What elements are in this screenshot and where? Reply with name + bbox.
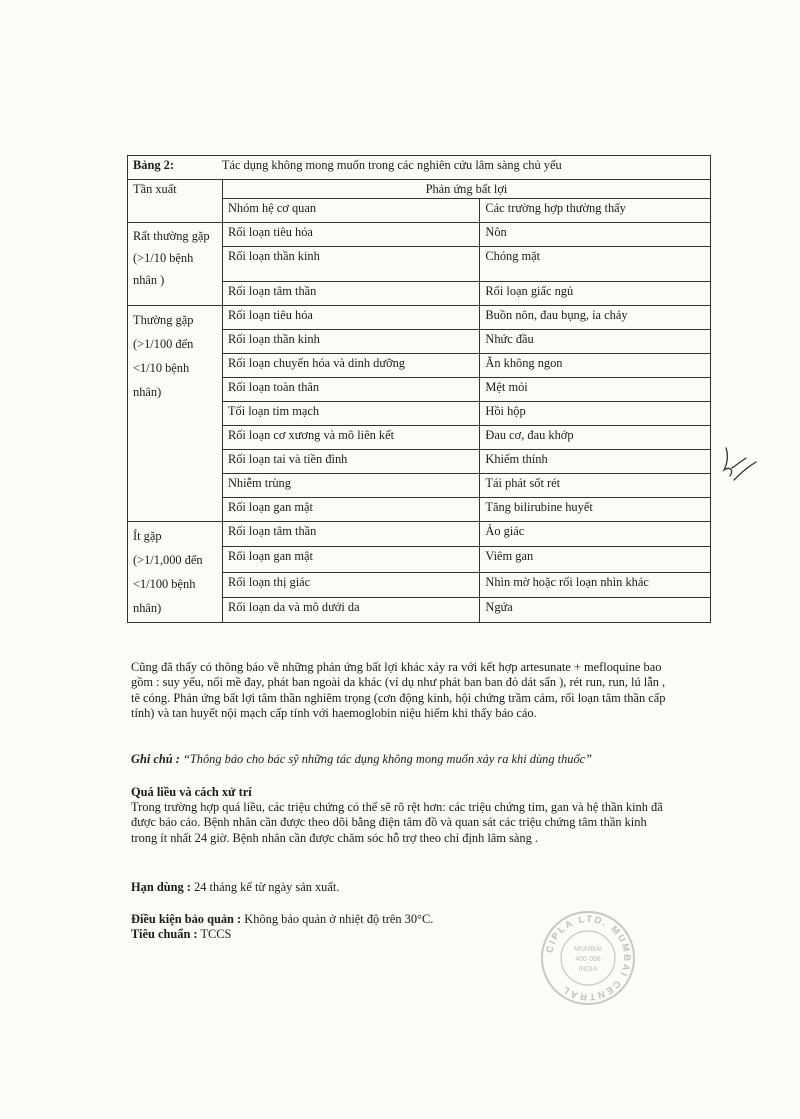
effect-cell: Rối loạn giấc ngủ [480,282,711,306]
table-caption-label: Bảng 2: [133,158,174,172]
effect-cell: Viêm gan [480,547,711,572]
stamp-line-2: 400 008 [575,956,601,963]
organ-system-cell: Tối loạn tim mạch [222,402,479,426]
effect-cell: Buồn nôn, đau bụng, ỉa chảy [480,306,711,330]
organ-system-cell: Rối loạn tai và tiền đình [222,450,479,474]
note-label: Ghi chú : [131,752,180,766]
expiry-value: 24 tháng kể từ ngày sản xuất. [194,880,340,894]
company-stamp [538,908,638,1008]
table-caption-text: Tác dụng không mong muốn trong các nghiên cứu lâm sàng chủ yếu [221,158,562,172]
frequency-line: Rất thường gặp [133,229,210,243]
adverse-effects-table [127,155,711,623]
organ-system-cell: Rối loạn da và mô dưới da [222,597,479,622]
paragraph-note [131,752,671,767]
header-common-cases: Các trường hợp thường thấy [480,199,711,223]
organ-system-cell: Rối loạn thị giác [222,572,479,597]
table-row [128,522,711,547]
effect-cell: Tăng bilirubine huyết [480,498,711,522]
table-header-row [128,180,711,199]
organ-system-cell: Rối loạn gan mật [222,498,479,522]
frequency-line: nhân ) [133,273,165,287]
stamp-line-1: MUMBAI [574,946,602,953]
frequency-line: Thường gặp [133,313,194,327]
effect-cell: Nôn [480,223,711,247]
effect-cell: Ăn không ngon [480,354,711,378]
standard-label: Tiêu chuẩn : [131,927,198,941]
signature-mark [712,440,762,490]
organ-system-cell: Rối loạn cơ xương và mô liên kết [222,426,479,450]
organ-system-cell: Rối loạn thần kinh [222,330,479,354]
storage-label: Điều kiện bảo quản : [131,912,242,926]
frequency-line: Ít gặp [133,529,162,543]
paragraph-other-reactions: Cũng đã thấy có thông báo về những phản ứng bất lợi khác xảy ra với kết hợp artesunate + mefloquine bao gồm : suy yếu, nổi mề đay, phát ban ngoài da khác (ví dụ như phát ban ban đỏ dát sẩn ), rét run, run, lú lẫn , tê cóng. Phản ứng bất lợi tâm thần nghiêm trọng (cơn động kinh, hội chứng trầm cảm, rối loạn tâm thần cấp tính) và tan huyết nội mạch cấp tính với haemoglobin niệu hiếm khi thấy báo cáo. [131,660,666,720]
header-organ-system: Nhóm hệ cơ quan [222,199,479,223]
overdose-heading: Quá liều và cách xử trí [131,785,252,799]
frequency-line: nhân) [133,601,162,615]
effect-cell: Mệt mỏi [480,378,711,402]
frequency-cell [128,306,223,522]
frequency-line: <1/100 bệnh [133,577,196,591]
stamp-ring-text: CIPLA LTD. MUMBAI CENTRAL [544,913,633,1003]
organ-system-cell: Rối loạn tâm thần [222,522,479,547]
standard-value: TCCS [200,927,232,941]
effect-cell: Hồi hộp [480,402,711,426]
effect-cell: Chóng mặt [480,247,711,282]
effect-cell: Nhức đầu [480,330,711,354]
table-row [128,223,711,247]
frequency-line: (>1/10 bệnh [133,251,194,265]
organ-system-cell: Rối loạn tâm thần [222,282,479,306]
header-adverse-reactions: Phản ứng bất lợi [222,180,710,199]
effect-cell: Nhìn mờ hoặc rối loạn nhìn khác [480,572,711,597]
expiry-line [131,880,671,895]
expiry-label: Hạn dùng : [131,880,191,894]
organ-system-cell: Rối loạn chuyển hóa và dinh dưỡng [222,354,479,378]
effect-cell: Tái phát sốt rét [480,474,711,498]
note-text: “Thông báo cho bác sỹ những tác dụng không mong muốn xảy ra khi dùng thuốc” [183,752,593,766]
organ-system-cell: Nhiễm trùng [222,474,479,498]
table-caption-row [128,156,711,180]
effect-cell: Đau cơ, đau khớp [480,426,711,450]
organ-system-cell: Rối loạn tiêu hóa [222,223,479,247]
frequency-line: <1/10 bệnh [133,361,190,375]
storage-value: Không bảo quản ở nhiệt độ trên 30°C. [244,912,434,926]
effect-cell: Ngứa [480,597,711,622]
frequency-line: (>1/1,000 đến [133,553,203,567]
table-row [128,306,711,330]
overdose-text: Trong trường hợp quá liều, các triệu chứng có thể sẽ rõ rệt hơn: các triệu chứng tim, gan và hệ thần kinh đã được báo cáo. Bệnh nhân cần được theo dõi bằng điện tâm đồ và quan sát các triệu chứng tâm thần kinh trong ít nhất 24 giờ. Bệnh nhân cần được chăm sóc hỗ trợ theo chỉ định lâm sàng . [131,800,663,845]
header-frequency: Tần xuất [128,180,223,223]
organ-system-cell: Rối loạn toàn thân [222,378,479,402]
stamp-line-3: INDIA [578,966,598,973]
frequency-line: (>1/100 đến [133,337,194,351]
frequency-cell [128,223,223,306]
frequency-line: nhân) [133,385,162,399]
effect-cell: Ảo giác [480,522,711,547]
organ-system-cell: Rối loạn gan mật [222,547,479,572]
organ-system-cell: Rối loạn tiêu hóa [222,306,479,330]
frequency-cell [128,522,223,623]
effect-cell: Khiếm thính [480,450,711,474]
organ-system-cell: Rối loạn thần kinh [222,247,479,282]
